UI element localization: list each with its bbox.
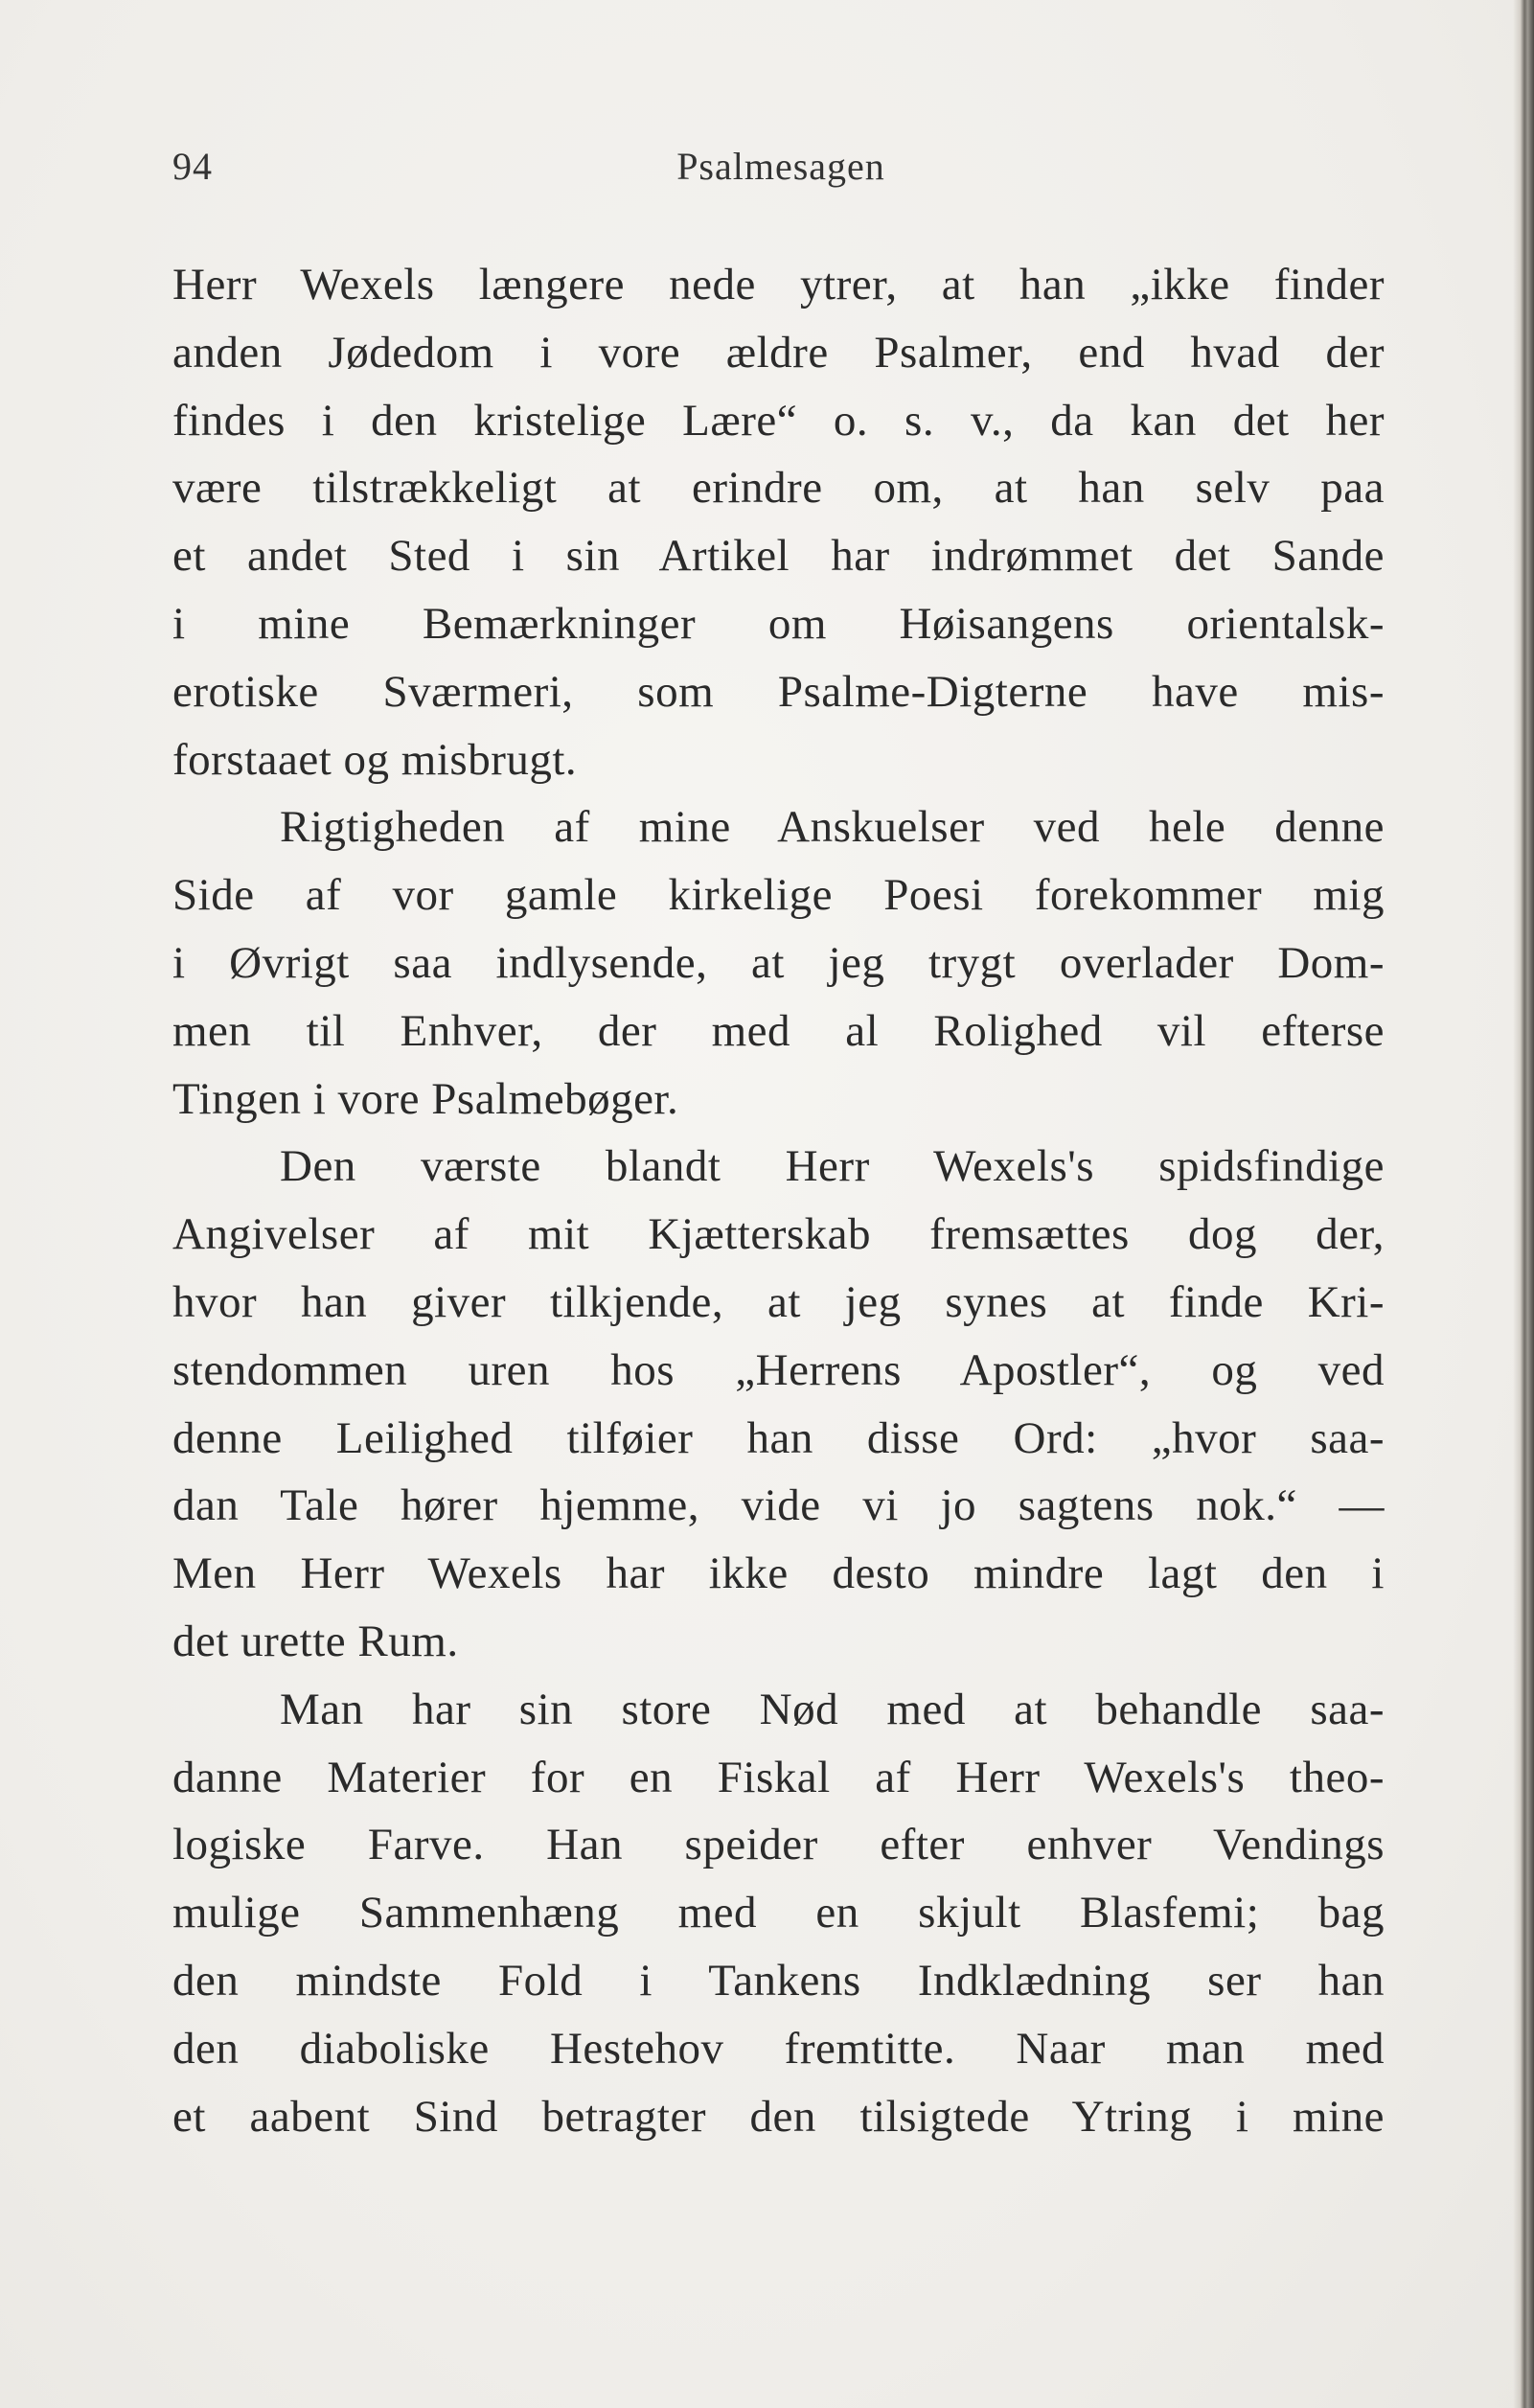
- text-line: et andet Sted i sin Artikel har indrømmet det Sande: [172, 531, 1385, 582]
- text-line: Angivelser af mit Kjætterskab fremsættes dog der,: [172, 1209, 1385, 1260]
- text-line: den diaboliske Hestehov fremtitte. Naar man med: [172, 2023, 1385, 2074]
- page-number: 94: [172, 145, 213, 188]
- text-line: Herr Wexels længere nede ytrer, at han „ikke finder: [172, 260, 1385, 310]
- text-line: i Øvrigt saa indlysende, at jeg trygt overlader Dom-: [172, 937, 1385, 988]
- text-line: Men Herr Wexels har ikke desto mindre lagt den i: [172, 1548, 1385, 1599]
- text-line: være tilstrækkeligt at erindre om, at han selv paa: [172, 463, 1385, 514]
- running-head: Psalmesagen: [676, 145, 885, 188]
- text-line: Man har sin store Nød med at behandle saa-: [280, 1684, 1385, 1734]
- text-line: Side af vor gamle kirkelige Poesi forekommer mig: [172, 870, 1385, 921]
- text-line: i mine Bemærkninger om Høisangens orientalsk-: [172, 598, 1385, 649]
- text-line: hvor han giver tilkjende, at jeg synes at finde Kri-: [172, 1276, 1385, 1327]
- text-line: findes i den kristelige Lære“ o. s. v., da kan det her: [172, 395, 1385, 446]
- text-line: Den værste blandt Herr Wexels's spidsfindige: [280, 1141, 1385, 1192]
- body-text: [172, 251, 1385, 2150]
- text-line: danne Materier for en Fiskal af Herr Wexels's theo-: [172, 1752, 1385, 1802]
- text-line: denne Leilighed tilføier han disse Ord: „hvor saa-: [172, 1412, 1385, 1463]
- text-line: den mindste Fold i Tankens Indklædning ser han: [172, 1955, 1385, 2006]
- text-line: forstaaet og misbrugt.: [172, 734, 578, 785]
- text-line: stendommen uren hos „Herrens Apostler“, og ved: [172, 1344, 1385, 1395]
- text-line: logiske Farve. Han speider efter enhver Vendings: [172, 1820, 1385, 1870]
- text-line: et aabent Sind betragter den tilsigtede Ytring i mine: [172, 2091, 1385, 2142]
- text-line: dan Tale hører hjemme, vide vi jo sagtens nok.“ —: [172, 1480, 1385, 1531]
- page-edge: [1513, 0, 1534, 2408]
- text-line: erotiske Sværmeri, som Psalme-Digterne have mis-: [172, 666, 1385, 717]
- text-line: det urette Rum.: [172, 1616, 459, 1666]
- text-line: Rigtigheden af mine Anskuelser ved hele denne: [280, 802, 1385, 853]
- text-line: mulige Sammenhæng med en skjult Blasfemi; bag: [172, 1888, 1385, 1938]
- text-line: men til Enhver, der med al Rolighed vil efterse: [172, 1005, 1385, 1056]
- page-header: [172, 144, 1389, 201]
- text-line: anden Jødedom i vore ældre Psalmer, end hvad der: [172, 327, 1385, 378]
- text-line: Tingen i vore Psalmebøger.: [172, 1073, 679, 1124]
